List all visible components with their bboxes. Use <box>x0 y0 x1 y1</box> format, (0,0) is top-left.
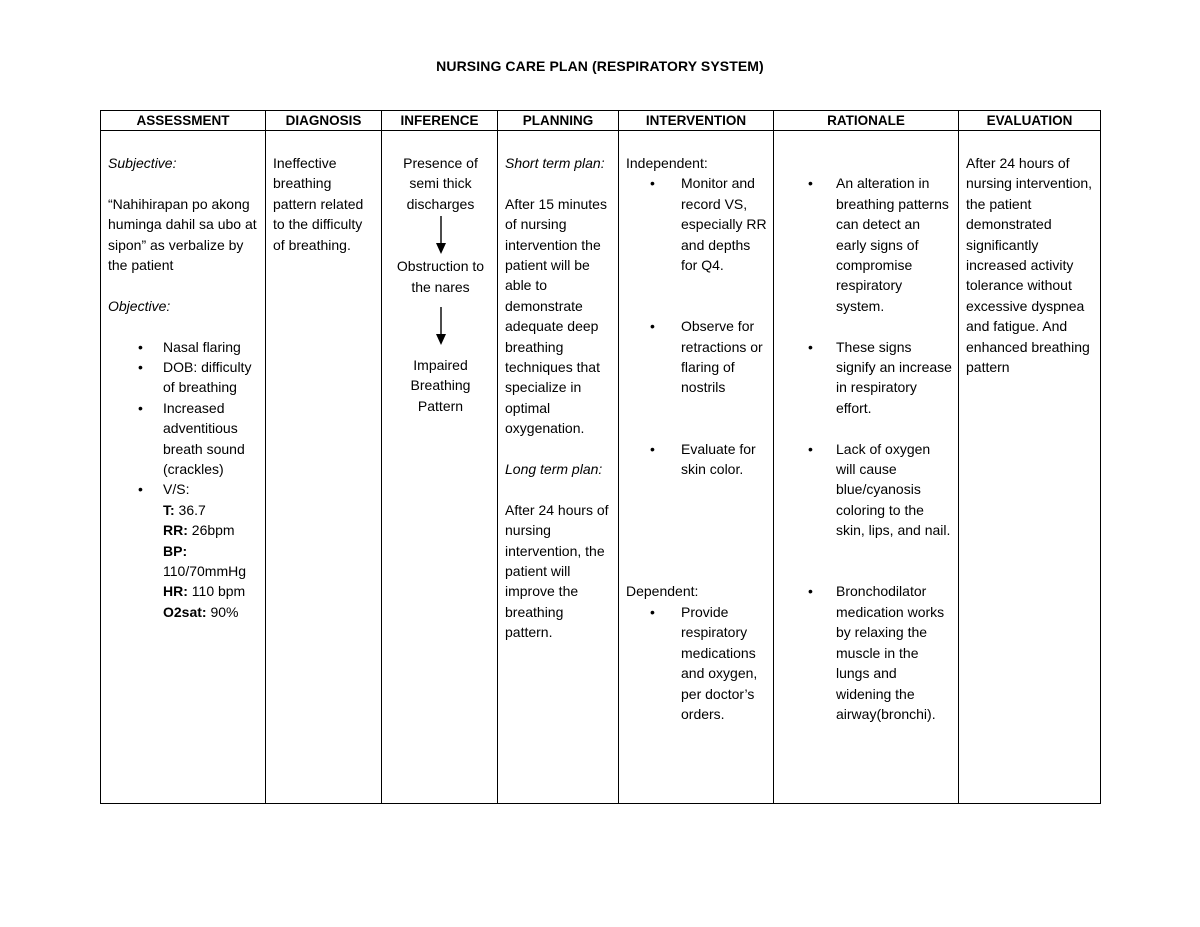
rationale-cell <box>774 131 959 804</box>
header-planning: PLANNING <box>498 111 619 131</box>
evaluation-text: After 24 hours of nursing intervention, the patient demonstrated significantly increased activity tolerance without excessive dyspnea and fatigue. And enhanced breathing pattern <box>966 155 1093 376</box>
vital-respiratory-rate: RR: 26bpm <box>163 522 235 539</box>
bullet-icon: • <box>138 359 143 376</box>
list-item: • Nasal flaring <box>108 337 260 357</box>
list-item: • V/S: T: 36.7 RR: 26bpm BP: 110/70mmHg HR: 110 bpm O2sat: 90% <box>108 479 260 622</box>
bullet-icon: • <box>138 481 143 498</box>
vital-blood-pressure-value: 110/70mmHg <box>163 563 247 580</box>
bullet-icon: • <box>808 175 813 192</box>
header-inference: INFERENCE <box>382 111 498 131</box>
bullet-icon: • <box>650 603 655 620</box>
independent-list <box>626 173 768 479</box>
long-term-text: After 24 hours of nursing intervention, the patient will improve the breathing pattern. <box>505 501 609 641</box>
objective-list <box>108 337 260 623</box>
independent-label: Independent: <box>626 155 708 171</box>
vital-heart-rate: HR: 110 bpm <box>163 583 246 600</box>
list-item: • These signs signify an increase in respiratory effort. <box>808 338 952 416</box>
arrow-down-icon <box>389 214 492 256</box>
bullet-icon: • <box>808 440 813 457</box>
evaluation-cell <box>959 131 1101 804</box>
list-item: • Observe for retractions or flaring of nostrils <box>650 318 763 396</box>
inference-step-3: Impaired Breathing Pattern <box>410 357 471 414</box>
bullet-icon: • <box>650 440 655 457</box>
header-intervention: INTERVENTION <box>619 111 774 131</box>
inference-cell <box>382 131 498 804</box>
dependent-label: Dependent: <box>626 583 699 600</box>
subjective-text: “Nahihirapan po akong huminga dahil sa ubo at sipon” as verbalize by the patient <box>108 195 257 274</box>
objective-label: Objective: <box>108 297 171 314</box>
bullet-icon: • <box>650 318 655 335</box>
list-item: • Lack of oxygen will cause blue/cyanosis coloring to the skin, lips, and nail. <box>808 440 951 539</box>
inference-step-2: Obstruction to the nares <box>396 258 485 295</box>
vital-temperature: T: 36.7 <box>163 501 206 518</box>
bullet-icon: • <box>650 175 655 192</box>
content-row <box>101 131 1101 804</box>
header-row <box>101 111 1101 131</box>
intervention-cell <box>619 131 774 804</box>
rationale-list <box>781 173 953 724</box>
list-item: • Evaluate for skin color. <box>650 440 756 478</box>
diagnosis-cell <box>266 131 382 804</box>
header-diagnosis: DIAGNOSIS <box>266 111 382 131</box>
short-term-text: After 15 minutes of nursing intervention the patient will be able to demonstrate adequate deep breathing techniques that specialize in optimal oxygenation. <box>505 195 607 437</box>
vital-blood-pressure: BP: <box>163 542 188 559</box>
header-evaluation: EVALUATION <box>959 111 1101 131</box>
document-title: NURSING CARE PLAN (RESPIRATORY SYSTEM) <box>436 58 764 74</box>
list-item: • Provide respiratory medications and oxygen, per doctor’s orders. <box>650 603 758 722</box>
list-item: • Monitor and record VS, especially RR and depths for Q4. <box>650 175 767 274</box>
list-item: • Increased adventitious breath sound (crackles) <box>138 399 245 478</box>
bullet-icon: • <box>808 338 813 355</box>
bullet-icon: • <box>808 583 813 600</box>
list-item: • An alteration in breathing patterns can detect an early signs of compromise respiratory system. <box>808 175 949 314</box>
list-item: • DOB: difficulty of breathing <box>138 359 252 396</box>
dependent-list <box>626 602 768 724</box>
header-rationale: RATIONALE <box>774 111 959 131</box>
bullet-icon: • <box>138 338 143 355</box>
vital-oxygen-saturation: O2sat: 90% <box>163 603 239 620</box>
arrow-down-icon <box>389 305 492 347</box>
diagnosis-text: Ineffective breathing pattern related to the difficulty of breathing. <box>273 155 364 253</box>
long-term-label: Long term plan: <box>505 461 603 478</box>
bullet-icon: • <box>138 399 143 416</box>
short-term-label: Short term plan: <box>505 155 605 171</box>
planning-cell <box>498 131 619 804</box>
list-item: • Bronchodilator medication works by relaxing the muscle in the lungs and widening the airway(bronchi). <box>808 583 945 722</box>
header-assessment: ASSESSMENT <box>101 111 266 131</box>
inference-step-1: Presence of semi thick discharges <box>403 155 478 212</box>
assessment-cell <box>101 131 266 804</box>
care-plan-table <box>100 110 1101 804</box>
subjective-label: Subjective: <box>108 155 177 171</box>
